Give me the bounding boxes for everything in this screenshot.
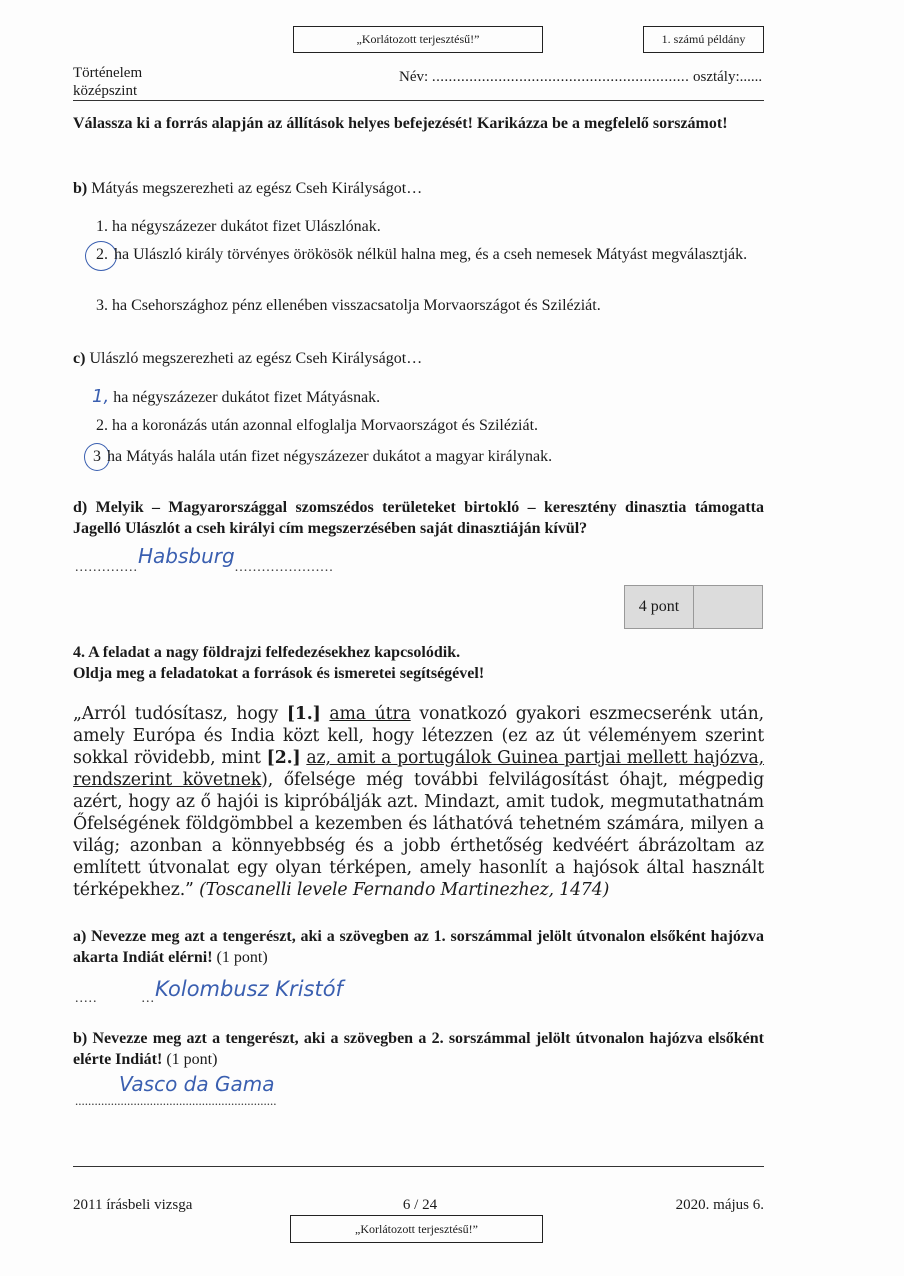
option-text: ha Mátyás halála után fizet négyszázezer dukátot a magyar királynak. (107, 448, 553, 465)
task-4-heading (73, 642, 764, 684)
answer-dots: ...................... (234, 560, 334, 575)
question-4a-points: (1 pont) (212, 949, 268, 966)
passage-underline-1: ama útra (329, 704, 411, 724)
option-text: ha Csehországhoz pénz ellenében visszacsatolja Morvaországot és Sziléziát. (112, 297, 601, 314)
question-4a-text: a) Nevezze meg azt a tengerészt, aki a szövegben az 1. sorszámmal jelölt útvonalon elsőként hajózva akarta Indiát elérni! (73, 928, 764, 966)
answer-dots: .............................................................. (75, 1093, 277, 1108)
class-label[interactable]: osztály:...... (692, 69, 763, 85)
passage-text: ), őfelsége még további felvilágosítást óhajt, mégpedig azért, hogy az ő hajói is kipróbálják azt. Mindazt, amit tudok, megmutathatnám Őfelségének földgömbbel a kezemben és láthatóvá tehetném számára, milyen a világ; azonban a könnyebbség és a jobb érthetőség kedvéért ábrázoltam az említett útvonalat egy olyan térképen, amely hasonlít a hajósok által használt térképekhez.” (73, 770, 764, 900)
question-b-stem (73, 178, 764, 199)
source-passage (73, 703, 764, 901)
question-c-text: Ulászló megszerezheti az egész Cseh Királyságot… (89, 350, 423, 367)
passage-marker-2: [2.] (266, 748, 301, 768)
answer-dots: ..... (75, 991, 98, 1006)
handwritten-number: 1, (92, 386, 110, 407)
question-c-letter: c) (73, 350, 86, 367)
question-d-answer-line[interactable] (75, 544, 334, 576)
answer-dots: ... (141, 991, 155, 1006)
footer-page-number: 6 / 24 (402, 1197, 438, 1213)
question-4b-points: (1 pont) (162, 1051, 218, 1068)
name-line (399, 69, 762, 86)
question-c-option-3[interactable] (93, 446, 552, 467)
question-b-option-3[interactable] (96, 295, 601, 316)
option-text: ha Ulászló király törvényes örökösök nélkül halna meg, és a cseh nemesek Mátyást megválasztják. (114, 246, 748, 263)
question-c-option-2[interactable] (96, 415, 538, 436)
instruction: Válassza ki a forrás alapján az állítások helyes befejezését! Karikázza be a megfelelő sorszámot! (73, 115, 728, 132)
option-number: 3 (93, 448, 101, 465)
question-b-option-2[interactable] (96, 244, 764, 265)
name-label: Név: (399, 69, 429, 85)
question-4b-answer-line[interactable] (75, 1072, 277, 1108)
question-4b (73, 1028, 764, 1070)
option-text: ha négyszázezer dukátot fizet Ulászlónak. (112, 218, 381, 235)
passage-underline-2: az, amit a portugálok Guinea partjai mellett hajózva, rendszerint követnek (73, 748, 765, 790)
distribution-notice-top (293, 26, 543, 53)
question-c-stem (73, 348, 764, 369)
name-dots[interactable]: .............................................................. (431, 69, 690, 85)
option-number: 2. (96, 417, 108, 434)
option-number: 2. (96, 246, 108, 263)
option-text: ha négyszázezer dukátot fizet Mátyásnak. (113, 389, 381, 406)
question-4b-text: b) Nevezze meg azt a tengerészt, aki a szövegben a 2. sorszámmal jelölt útvonalon hajózva elsőként elérte Indiát! (73, 1030, 764, 1068)
handwritten-answer: Kolombusz Kristóf (155, 977, 343, 1001)
question-d: d) Melyik – Magyarországgal szomszédos területeket birtokló – keresztény dinasztia támogatta Jagelló Ulászlót a cseh királyi cím megszerzésében saját dinasztiáján kívül? (73, 499, 764, 537)
points-box-label: 4 pont (625, 586, 694, 628)
subject-level: középszint (73, 83, 138, 99)
passage-text: vonatkozó gyakori eszmecserénk után, amely Európa és India közt kell, hogy létezzen (ez az út véleményem szerint sokkal rövidebb, mint (73, 704, 764, 768)
answer-dots: .............. (75, 560, 138, 575)
distribution-notice-text: „Korlátozott terjesztésű!” (356, 32, 480, 46)
question-4a-answer-line[interactable] (75, 977, 343, 1007)
distribution-notice-text: „Korlátozott terjesztésű!” (355, 1222, 478, 1236)
header-rule (73, 100, 764, 101)
subject-name: Történelem (73, 65, 143, 81)
passage-text: „Arról tudósítasz, hogy (73, 704, 287, 724)
handwritten-answer: Vasco da Gama (119, 1072, 275, 1096)
subject-label (73, 64, 142, 100)
passage-marker-1: [1.] (286, 704, 321, 724)
task-4-instruction: Oldja meg a feladatokat a források és ismeretei segítségével! (73, 665, 485, 682)
points-box (624, 585, 763, 629)
question-c-option-1[interactable] (92, 386, 380, 408)
footer-exam: 2011 írásbeli vizsga (73, 1197, 193, 1213)
task-4-title: 4. A feladat a nagy földrajzi felfedezésekhez kapcsolódik. (73, 644, 461, 661)
option-text: ha a koronázás után azonnal elfoglalja Morvaországot és Sziléziát. (112, 417, 539, 434)
points-box-score[interactable] (693, 586, 762, 628)
question-b-letter: b) (73, 180, 88, 197)
copy-number-box (643, 26, 764, 53)
copy-number-text: 1. számú példány (661, 32, 746, 46)
footer-rule (73, 1166, 764, 1167)
option-number: 3. (96, 297, 108, 314)
passage-source: (Toscanelli levele Fernando Martinezhez, 1474) (199, 880, 610, 900)
handwritten-answer: Habsburg (138, 544, 235, 568)
option-number: 1. (96, 218, 108, 235)
distribution-notice-bottom (290, 1215, 543, 1243)
question-4a (73, 926, 764, 968)
question-b-text: Mátyás megszerezheti az egész Cseh Királyságot… (91, 180, 423, 197)
footer-date: 2020. május 6. (675, 1197, 764, 1213)
question-b-option-1[interactable] (96, 216, 381, 237)
